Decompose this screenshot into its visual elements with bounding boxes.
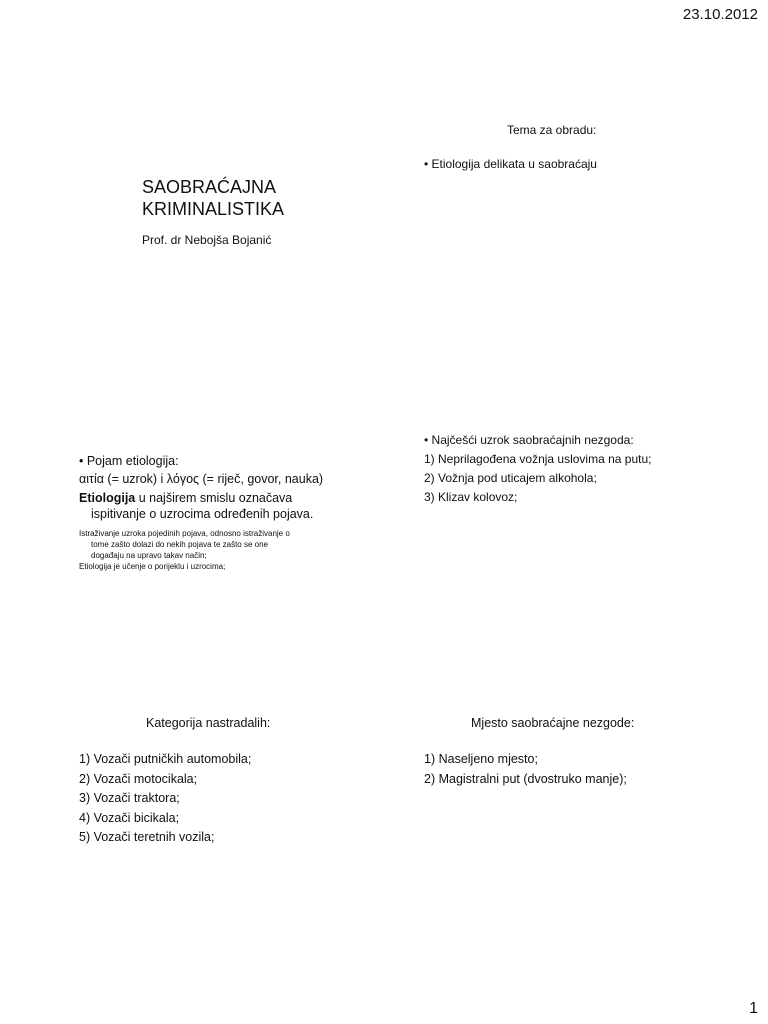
slide3-def-rest: u najširem smislu označava bbox=[135, 491, 293, 505]
slide3-small1-line2: tome zašto dolazi do nekih pojava te zašto se one bbox=[91, 540, 268, 549]
slide2-bullet: • Etiologija delikata u saobraćaju bbox=[424, 157, 597, 171]
slide3-content bbox=[79, 454, 354, 572]
slide3-small1 bbox=[79, 528, 354, 561]
slide3-line1: • Pojam etiologija: bbox=[79, 454, 179, 468]
page-date: 23.10.2012 bbox=[682, 6, 758, 23]
slide6-list bbox=[424, 750, 627, 789]
slide5-heading: Kategorija nastradalih: bbox=[146, 716, 271, 730]
list-item: 1) Vozači putničkih automobila; bbox=[79, 752, 252, 766]
list-item: 2) Vozači motocikala; bbox=[79, 771, 198, 786]
list-item: 4) Vozači bicikala; bbox=[79, 810, 180, 825]
list-item: 2) Vožnja pod uticajem alkohola; bbox=[424, 471, 597, 485]
slide1-title bbox=[142, 176, 342, 220]
slide3-definition bbox=[79, 490, 354, 522]
slide1-title-line1: SAOBRAĆAJNA bbox=[142, 177, 277, 197]
slide1-title-line2: KRIMINALISTIKA bbox=[142, 199, 285, 219]
slide2-heading: Tema za obradu: bbox=[507, 123, 597, 137]
slide3-def-bold: Etiologija bbox=[79, 491, 136, 505]
page-number: 1 bbox=[749, 1000, 758, 1017]
list-item: 3) Klizav kolovoz; bbox=[424, 490, 518, 504]
slide3-def-line2: ispitivanje o uzrocima određenih pojava. bbox=[91, 507, 314, 521]
slide3-line2: αιτία (= uzrok) i λόγος (= riječ, govor, nauka) bbox=[79, 472, 324, 486]
slide5-list bbox=[79, 750, 251, 848]
slide3-small1-line1: Istraživanje uzroka pojedinih pojava, odnosno istraživanje o bbox=[79, 529, 290, 538]
list-item: 1) Neprilagođena vožnja uslovima na putu; bbox=[424, 452, 652, 466]
slide4-list bbox=[424, 431, 651, 507]
list-item: 1) Naseljeno mjesto; bbox=[424, 752, 538, 766]
list-item: 2) Magistralni put (dvostruko manje); bbox=[424, 771, 627, 786]
list-item: 3) Vozači traktora; bbox=[79, 791, 180, 805]
list-item: • Najčešći uzrok saobraćajnih nezgoda: bbox=[424, 433, 634, 447]
slide3-small2: Etiologija je učenje o porijeklu i uzrocima; bbox=[79, 562, 226, 571]
slide1-author: Prof. dr Nebojša Bojanić bbox=[142, 233, 272, 247]
slide6-heading: Mjesto saobraćajne nezgode: bbox=[471, 716, 635, 730]
slide3-small1-line3: događaju na upravo takav način; bbox=[91, 551, 207, 560]
list-item: 5) Vozači teretnih vozila; bbox=[79, 830, 215, 844]
